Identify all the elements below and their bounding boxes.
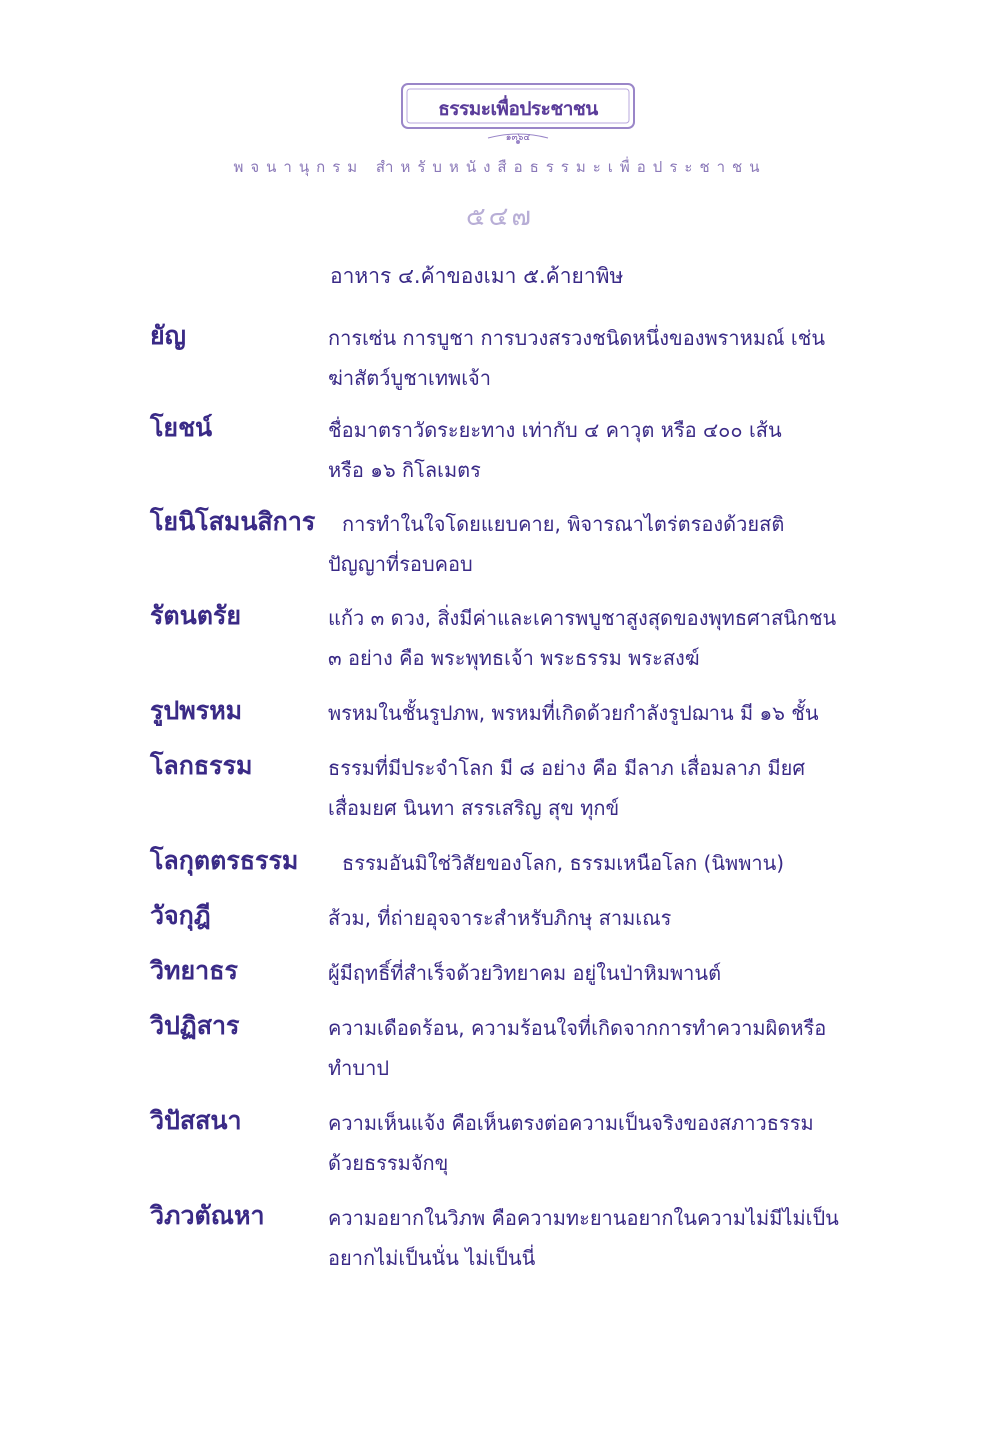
definition-line: ความเดือดร้อน, ความร้อนใจที่เกิดจากการทำความผิดหรือ — [328, 1016, 827, 1040]
entry-term: วัจกุฎี — [150, 901, 211, 930]
entry-definition — [328, 1103, 888, 1183]
definition-line: ความเห็นแจ้ง คือเห็นตรงต่อความเป็นจริงของสภาวธรรม — [328, 1111, 814, 1135]
entry-term: วิปัสสนา — [150, 1106, 242, 1135]
definition-line: พรหมในชั้นรูปภพ, พรหมที่เกิดด้วยกำลังรูปฌาน มี ๑๖ ชั้น — [328, 701, 819, 725]
definition-line: ธรรมอันมิใช่วิสัยของโลก, ธรรมเหนือโลก (นิพพาน) — [342, 851, 785, 875]
entry-definition — [328, 1198, 888, 1278]
definition-line: ส้วม, ที่ถ่ายอุจจาระสำหรับภิกษุ สามเณร — [328, 906, 672, 930]
entry-term: ยัญ — [150, 321, 186, 350]
entry-definition — [328, 693, 888, 733]
book-logo — [398, 80, 638, 150]
entry-term: วิภวตัณหา — [150, 1201, 265, 1230]
page-number: ๕๔๗ — [466, 202, 534, 232]
entry-definition — [328, 598, 888, 678]
definition-line: ความอยากในวิภพ คือความทะยานอยากในความไม่มีไม่เป็น — [328, 1206, 839, 1230]
logo-title: ธรรมะเพื่อประชาชน — [438, 98, 598, 120]
entry-definition — [328, 953, 888, 993]
definition-line: ผู้มีฤทธิ์ที่สำเร็จด้วยวิทยาคม อยู่ในป่าหิมพานต์ — [328, 961, 722, 985]
entry-definition — [328, 898, 888, 938]
entry-term: รัตนตรัย — [150, 601, 242, 630]
definition-line: การเซ่น การบูชา การบวงสรวงชนิดหนึ่งของพราหมณ์ เช่น — [328, 326, 826, 350]
entry-term: รูปพรหม — [150, 696, 243, 725]
entry-term: โยชน์ — [150, 413, 213, 442]
page-subtitle: พจนานุกรม สำหรับหนังสือธรรมะเพื่อประชาชน — [233, 158, 767, 176]
definition-line: ทำบาป — [328, 1056, 390, 1080]
entry-definition — [328, 748, 888, 828]
entry-definition — [328, 504, 902, 584]
definition-line: ฆ่าสัตว์บูชาเทพเจ้า — [328, 366, 491, 390]
entry-term: โยนิโสมนสิการ — [150, 507, 316, 536]
definition-line: การทำในใจโดยแยบคาย, พิจารณาไตร่ตรองด้วยสติ — [342, 512, 785, 536]
definition-line: ชื่อมาตราวัดระยะทาง เท่ากับ ๔ คาวุต หรือ ๔๐๐ เส้น — [328, 418, 782, 442]
entry-term: โลกุตตรธรรม — [150, 846, 299, 875]
logo-subtext: ๑๓๖๔ — [505, 133, 531, 143]
definition-line: เสื่อมยศ นินทา สรรเสริญ สุข ทุกข์ — [328, 796, 620, 820]
entry-term: วิปฏิสาร — [150, 1011, 240, 1040]
entry-definition — [328, 318, 888, 398]
continuation-text: อาหาร ๔.ค้าของเมา ๕.ค้ายาพิษ — [330, 264, 624, 288]
entry-term: วิทยาธร — [150, 956, 238, 985]
entry-definition — [328, 1008, 888, 1088]
definition-line: หรือ ๑๖ กิโลเมตร — [328, 458, 481, 482]
entry-term: โลกธรรม — [150, 751, 253, 780]
entry-definition — [342, 843, 902, 883]
definition-line: อยากไม่เป็นนั่น ไม่เป็นนี่ — [328, 1246, 536, 1270]
definition-line: แก้ว ๓ ดวง, สิ่งมีค่าและเคารพบูชาสูงสุดของพุทธศาสนิกชน — [328, 606, 837, 630]
definition-line: ด้วยธรรมจักขุ — [328, 1151, 449, 1175]
definition-line: ปัญญาที่รอบคอบ — [328, 552, 473, 576]
entry-definition — [328, 410, 888, 490]
definition-line: ธรรมที่มีประจำโลก มี ๘ อย่าง คือ มีลาภ เสื่อมลาภ มียศ — [328, 756, 806, 780]
definition-line: ๓ อย่าง คือ พระพุทธเจ้า พระธรรม พระสงฆ์ — [328, 646, 700, 670]
